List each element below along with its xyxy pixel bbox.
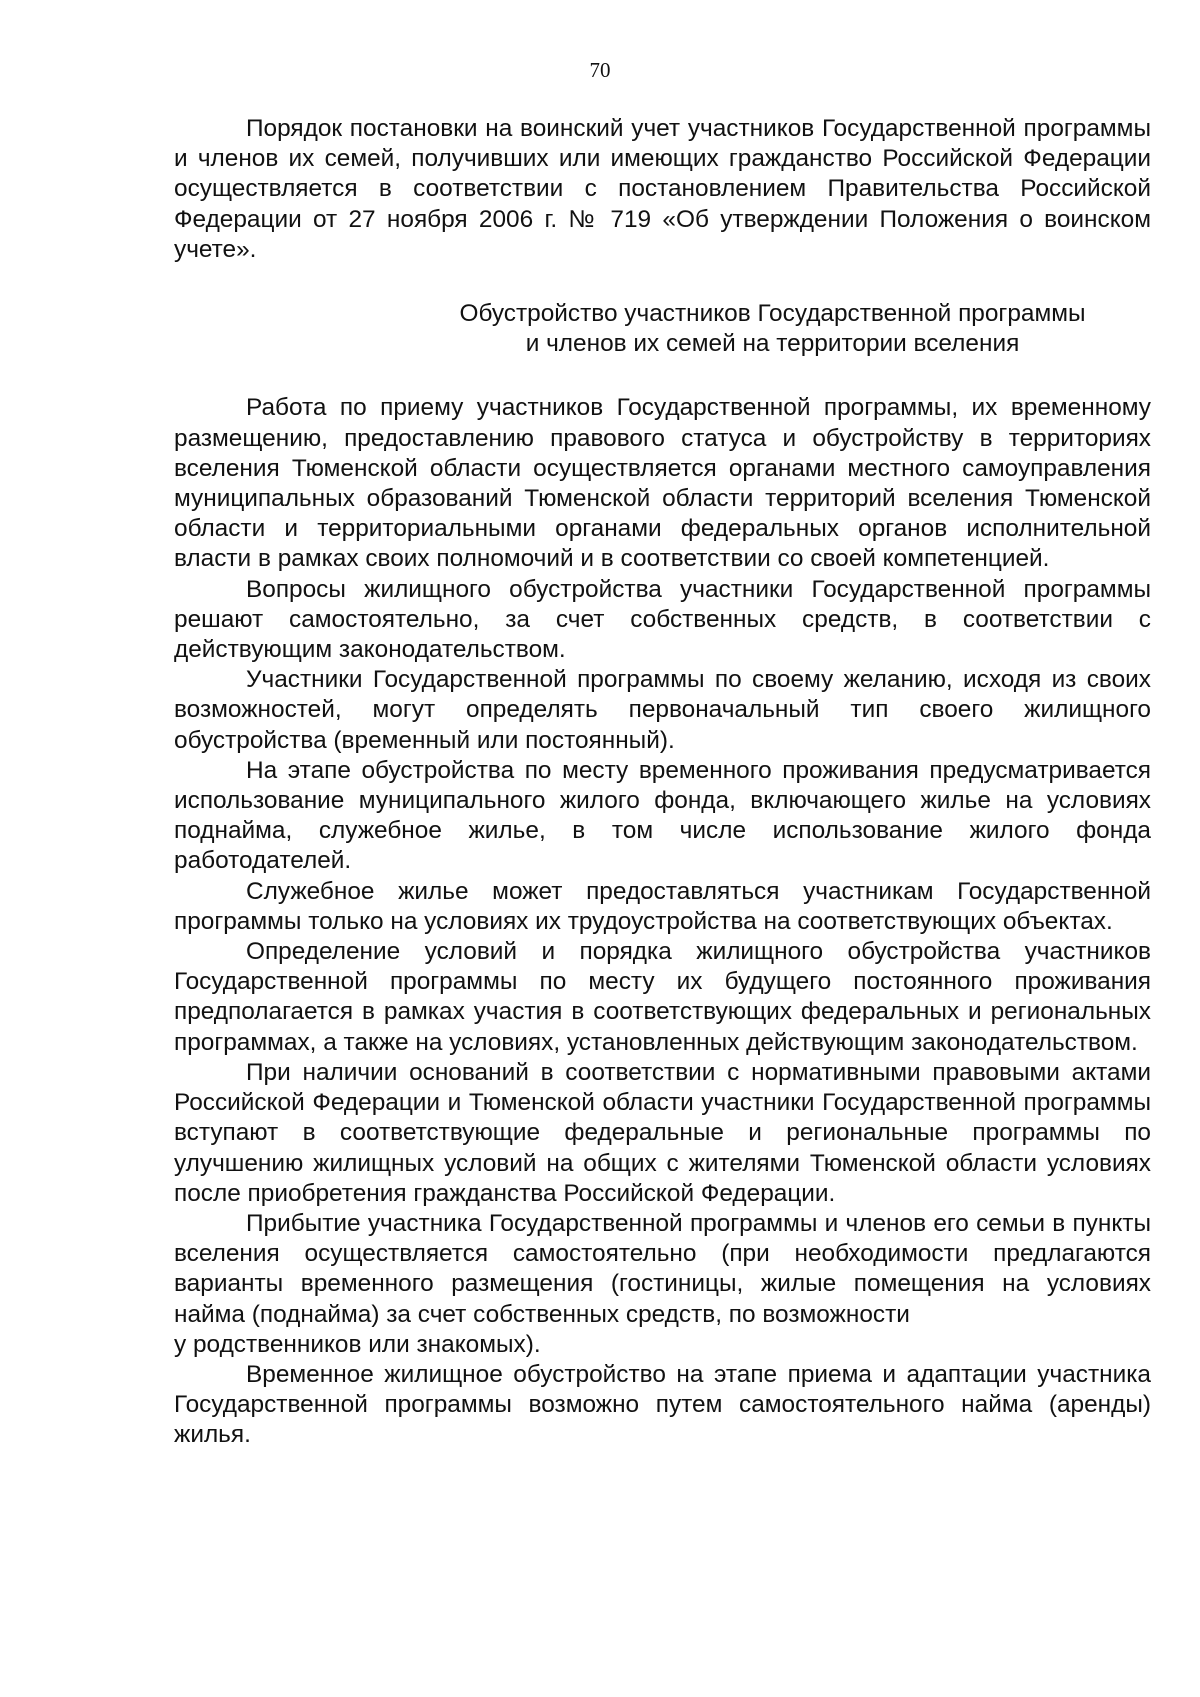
paragraph-military-registration: Порядок постановки на воинский учет участников Государственной программы и членов их семей, получивших или имеющих гражданство Российской Федерации осуществляется в соответствии с постановлением Правительства Российской Федерации от 27 ноября 2006 г. № 719 «Об утверждении Положения о воинском учете». xyxy=(174,115,1151,263)
paragraph-housing-programs: При наличии оснований в соответствии с нормативными правовыми актами Российской Федерации и Тюменской области участники Государственной программы вступают в соответствующие федеральные и региональные программы по улучшению жилищных условий на общих с жителями Тюменской области условиях после приобретения гражданства Российской Федерации. xyxy=(174,1058,1151,1207)
paragraph-service-housing: Служебное жилье может предоставляться участникам Государственной программы только на условиях их трудоустройства на соответствующих объектах. xyxy=(174,877,1151,935)
section-heading xyxy=(174,299,1151,359)
paragraph-arrival: Прибытие участника Государственной программы и членов его семьи в пункты вселения осуществляется самостоятельно (при необходимости предлагаются варианты временного размещения (гостиницы, жилые помещения на условиях найма (поднайма) за счет собственных средств, по возможности xyxy=(174,1209,1151,1328)
section-heading-line-2: и членов их семей на территории вселения xyxy=(525,330,1020,358)
section-heading-line-1: Обустройство участников Государственной программы xyxy=(459,300,1086,328)
paragraph-temporary-residence: На этапе обустройства по месту временного проживания предусматривается использование муниципального жилого фонда, включающего жилье на условиях поднайма, служебное жилье, в том числе использование жилого фонда работодателей. xyxy=(174,756,1151,875)
document-body xyxy=(174,114,1151,1451)
paragraph-arrival-continued: у родственников или знакомых). xyxy=(174,1330,541,1358)
paragraph-housing-type: Участники Государственной программы по своему желанию, исходя из своих возможностей, могут определять первоначальный тип своего жилищного обустройства (временный или постоянный). xyxy=(174,666,1151,754)
paragraph-temporary-housing: Временное жилищное обустройство на этапе приема и адаптации участника Государственной программы возможно путем самостоятельного найма (аренды) жилья. xyxy=(174,1360,1151,1449)
paragraph-permanent-residence: Определение условий и порядка жилищного обустройства участников Государственной программы по месту их будущего постоянного проживания предполагается в рамках участия в соответствующих федеральных и региональных программах, а также на условиях, установленных действующим законодательством. xyxy=(174,938,1151,1056)
paragraph-housing-questions: Вопросы жилищного обустройства участники Государственной программы решают самостоятельно, за счет собственных средств, в соответствии с действующим законодательством. xyxy=(174,575,1151,664)
page-number: 70 xyxy=(589,58,611,82)
paragraph-reception-work: Работа по приему участников Государственной программы, их временному размещению, предоставлению правового статуса и обустройству в территориях вселения Тюменской области осуществляется органами местного самоуправления муниципальных образований Тюменской области территорий вселения Тюменской области и территориальными органами федеральных органов исполнительной власти в рамках своих полномочий и в соответствии со своей компетенцией. xyxy=(174,394,1151,573)
